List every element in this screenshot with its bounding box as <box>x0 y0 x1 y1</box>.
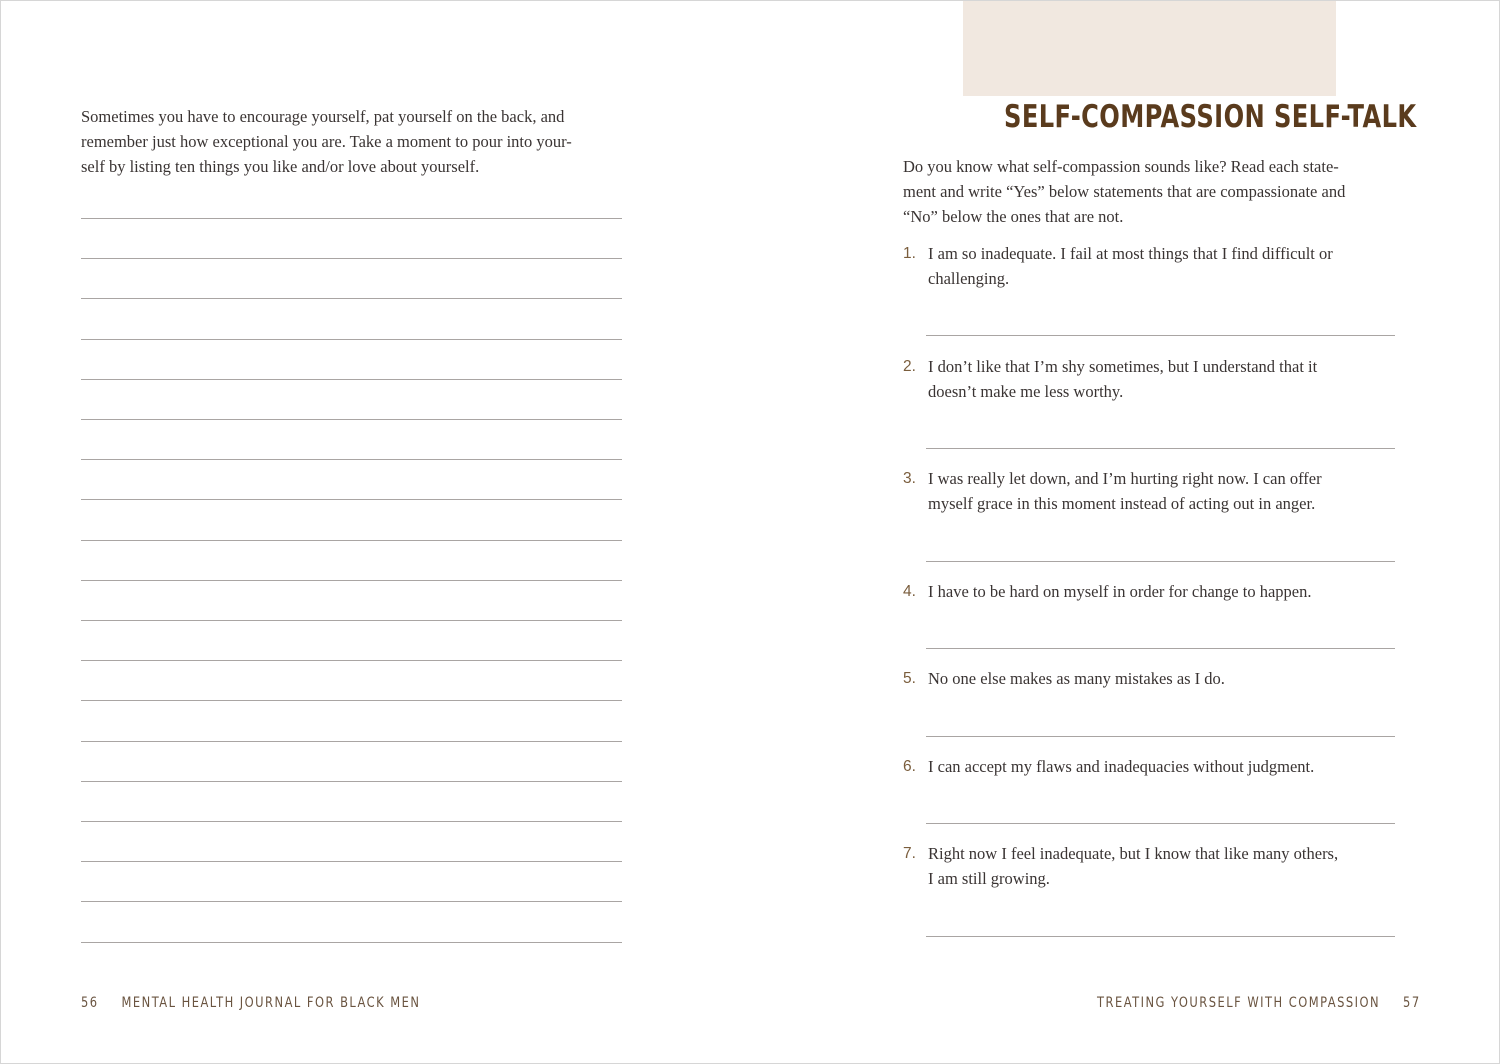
statement-line: Right now I feel inadequate, but I know that like many others, <box>928 844 1339 863</box>
answer-line[interactable] <box>926 648 1395 649</box>
statement-line: No one else makes as many mistakes as I do. <box>928 669 1225 688</box>
statement-number: 6. <box>903 758 916 775</box>
writing-line[interactable] <box>81 620 622 621</box>
right-intro-line: “No” below the ones that are not. <box>903 207 1124 226</box>
writing-line[interactable] <box>81 901 622 902</box>
right-intro-line: ment and write “Yes” below statements that are compassionate and <box>903 182 1346 201</box>
writing-line[interactable] <box>81 540 622 541</box>
writing-line[interactable] <box>81 218 622 219</box>
writing-line[interactable] <box>81 339 622 340</box>
answer-line[interactable] <box>926 335 1395 336</box>
statement-number: 7. <box>903 845 916 862</box>
statement-line: I was really let down, and I’m hurting right now. I can offer <box>928 469 1322 488</box>
statement-line: myself grace in this moment instead of acting out in anger. <box>928 494 1316 513</box>
statement-text <box>928 466 1378 516</box>
statement-text <box>928 354 1378 404</box>
running-head-left: MENTAL HEALTH JOURNAL FOR BLACK MEN <box>121 995 421 1011</box>
statement-number: 2. <box>903 358 916 375</box>
answer-line[interactable] <box>926 823 1395 824</box>
writing-line[interactable] <box>81 580 622 581</box>
answer-line[interactable] <box>926 736 1395 737</box>
running-head-right: TREATING YOURSELF WITH COMPASSION <box>1097 995 1381 1011</box>
statement-number: 5. <box>903 670 916 687</box>
page-number-left: 56 <box>81 995 99 1011</box>
statement-line: I am so inadequate. I fail at most things that I find difficult or <box>928 244 1333 263</box>
writing-line[interactable] <box>81 942 622 943</box>
statement-line: I don’t like that I’m shy sometimes, but I understand that it <box>928 357 1318 376</box>
header-color-block <box>963 1 1336 96</box>
statement-text <box>928 666 1378 691</box>
answer-line[interactable] <box>926 448 1395 449</box>
left-page <box>1 1 751 1064</box>
page-number-right: 57 <box>1403 995 1421 1011</box>
statement-line: doesn’t make me less worthy. <box>928 382 1124 401</box>
answer-line[interactable] <box>926 936 1395 937</box>
writing-line[interactable] <box>81 298 622 299</box>
right-page <box>751 1 1500 1064</box>
writing-line[interactable] <box>81 499 622 500</box>
writing-line[interactable] <box>81 821 622 822</box>
statement-line: challenging. <box>928 269 1010 288</box>
writing-line[interactable] <box>81 459 622 460</box>
writing-line[interactable] <box>81 861 622 862</box>
answer-line[interactable] <box>926 561 1395 562</box>
statement-text <box>928 579 1378 604</box>
writing-line[interactable] <box>81 379 622 380</box>
statement-text <box>928 754 1378 779</box>
writing-line[interactable] <box>81 700 622 701</box>
right-intro-line: Do you know what self-compassion sounds like? Read each state- <box>903 157 1339 176</box>
statement-number: 3. <box>903 470 916 487</box>
writing-line[interactable] <box>81 258 622 259</box>
footer-left <box>81 995 420 1011</box>
left-intro-paragraph <box>81 104 626 179</box>
statement-number: 1. <box>903 245 916 262</box>
section-title: SELF-COMPASSION SELF-TALK <box>1004 99 1417 135</box>
writing-line[interactable] <box>81 419 622 420</box>
left-intro-line: Sometimes you have to encourage yourself, pat yourself on the back, and <box>81 107 565 126</box>
statement-text <box>928 241 1378 291</box>
left-intro-line: remember just how exceptional you are. Take a moment to pour into your- <box>81 132 572 151</box>
writing-line[interactable] <box>81 660 622 661</box>
statement-line: I am still growing. <box>928 869 1050 888</box>
statement-line: I can accept my flaws and inadequacies without judgment. <box>928 757 1315 776</box>
statement-line: I have to be hard on myself in order for change to happen. <box>928 582 1312 601</box>
right-intro-paragraph <box>903 154 1393 229</box>
statement-number: 4. <box>903 583 916 600</box>
footer-right <box>1097 995 1421 1011</box>
writing-line[interactable] <box>81 781 622 782</box>
left-intro-line: self by listing ten things you like and/or love about yourself. <box>81 157 480 176</box>
statement-text <box>928 841 1378 891</box>
writing-line[interactable] <box>81 741 622 742</box>
